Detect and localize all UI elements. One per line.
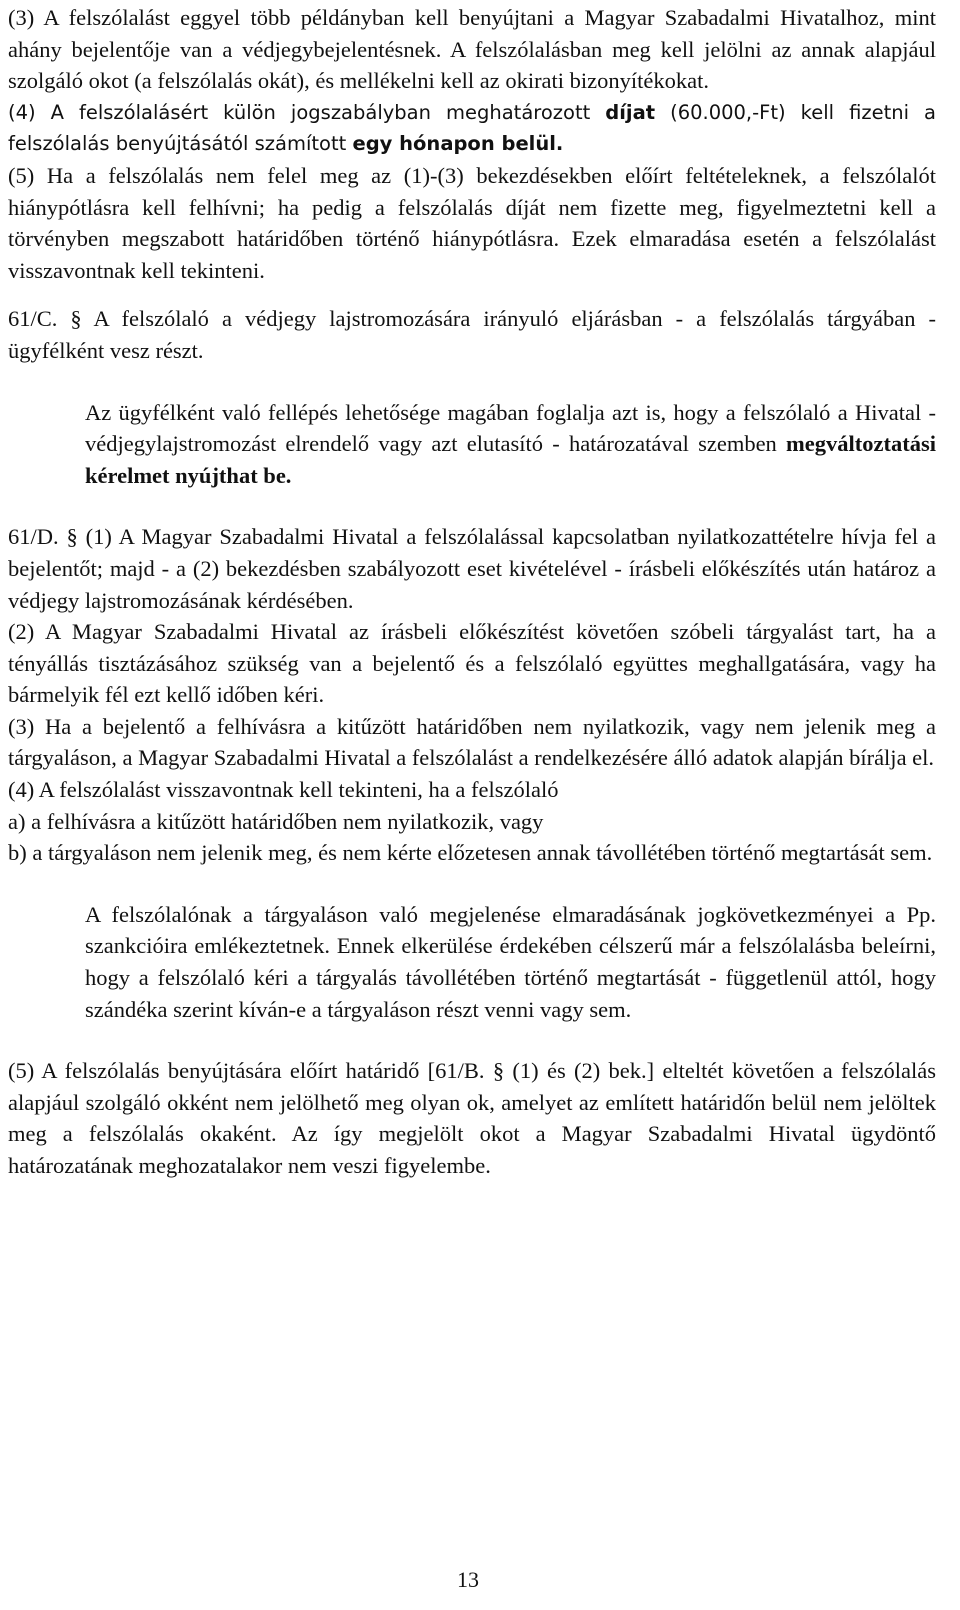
section-61d-3: (3) Ha a bejelentő a felhívásra a kitűzött határidőben nem nyilatkozik, vagy nem jelenik meg a tárgyaláson, a Magyar Szabadalmi Hivatal a felszólalást a rendelkezésére álló adatok alapján bírálja el. bbox=[8, 713, 936, 771]
page-number: 13 bbox=[457, 1567, 479, 1592]
section-61c: 61/C. § A felszólaló a védjegy lajstromozására irányuló eljárásban - a felszólalás tárgyában - ügyfélként vesz részt. bbox=[8, 306, 936, 363]
paragraph-3: (3) A felszólalást eggyel több példányban kell benyújtani a Magyar Szabadalmi Hivatalhoz, mint ahány bejelentője van a védjegybejelentésnek. A felszólalásban meg kell jelölni az annak alapjául szolgáló okot (a felszólalás okát), és mellékelni kell az okirati bizonyítékokat. bbox=[8, 5, 936, 94]
fee-highlight: díjat bbox=[605, 100, 656, 124]
commentary-61c: Az ügyfélként való fellépés lehetősége magában foglalja azt is, hogy a felszólaló a Hivatal - védjegylajstromozást elrendelő vagy azt elutasító - határozatával szemben megváltoztatási kérelmet nyújthat be. bbox=[85, 399, 936, 488]
appeal-highlight: megváltoztatási kérelmet nyújthat be. bbox=[85, 431, 936, 488]
section-61d-1: 61/D. § (1) A Magyar Szabadalmi Hivatal a felszólalással kapcsolatban nyilatkozattételre hívja fel a bejelentőt; majd - a (2) bekezdésben szabályozott eset kivételével - írásbeli előkészítés után határoz a védjegy lajstromozásának kérdésében. bbox=[8, 524, 936, 613]
section-61d-4: (4) A felszólalást visszavontnak kell tekinteni, ha a felszólaló bbox=[8, 777, 559, 803]
section-61d-5: (5) A felszólalás benyújtására előírt határidő [61/B. § (1) és (2) bek.] elteltét követően a felszólalás alapjául szolgáló okként nem jelölhető meg olyan ok, amelyet az említett határidőn belül nem jelöltek meg a felszólalás okaként. Az így megjelölt okot a Magyar Szabadalmi Hivatal ügydöntő határozatának meghozatalakor nem veszi figyelembe. bbox=[8, 1058, 936, 1178]
commentary-61d: A felszólalónak a tárgyaláson való megjelenése elmaradásának jogkövetkezményei a Pp. szankcióira emlékeztetnek. Ennek elkerülése érdekében célszerű már a felszólalásba beleírni, hogy a felszólaló kéri a tárgyalás távollétében történő megtartását - függetlenül attól, hogy szándéka szerint kíván-e a tárgyaláson részt venni vagy sem. bbox=[85, 901, 936, 1022]
paragraph-5: (5) Ha a felszólalás nem felel meg az (1)-(3) bekezdésekben előírt feltételeknek, a felszólalót hiánypótlásra kell felhívni; ha pedig a felszólalás díját nem fizette meg, figyelmeztetni kell a törvényben megszabott határidőben történő hiánypótlásra. Ezek elmaradása esetén a felszólalást visszavontnak kell tekinteni. bbox=[8, 162, 937, 283]
document-page bbox=[8, 0, 936, 1182]
section-61d-2: (2) A Magyar Szabadalmi Hivatal az írásbeli előkészítést követően szóbeli tárgyalást tart, ha a tényállás tisztázásához szükség van a bejelentő és a felszólaló együttes meghallgatására, vagy ha bármelyik fél ezt kellő időben kéri. bbox=[8, 619, 936, 708]
section-61d-4b: b) a tárgyaláson nem jelenik meg, és nem kérte előzetesen annak távollétében történő megtartását sem. bbox=[8, 840, 933, 866]
paragraph-4: (4) A felszólalásért külön jogszabályban meghatározott díjat (60.000,-Ft) kell fizetni a felszólalás benyújtásától számított egy hónapon belül. bbox=[8, 100, 936, 156]
section-61d-4a: a) a felhívásra a kitűzött határidőben nem nyilatkozik, vagy bbox=[8, 808, 544, 834]
deadline-highlight: egy hónapon belül. bbox=[352, 132, 564, 156]
